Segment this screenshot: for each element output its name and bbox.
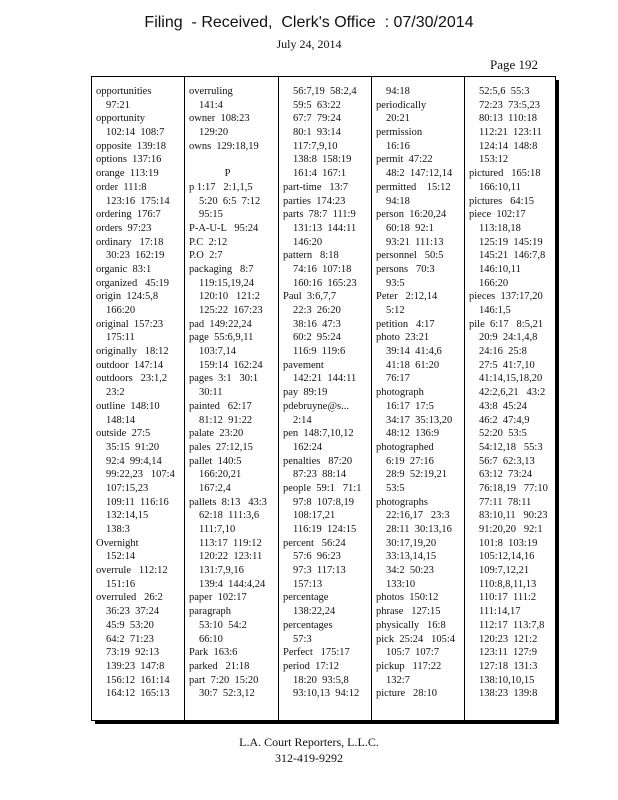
index-term: piece 102:17 xyxy=(469,209,526,221)
index-term: Peter 2:12,14 xyxy=(376,291,438,303)
index-citation: 97:21 xyxy=(106,99,130,111)
index-term: opportunities xyxy=(96,86,152,97)
index-citation: 94:18 xyxy=(386,195,410,207)
document-date: July 24, 2014 xyxy=(276,37,342,51)
index-term: pictured 165:18 xyxy=(469,168,541,180)
index-citation: 112:17 113:7,8 xyxy=(479,619,545,631)
index-term: page 55:6,9,11 xyxy=(189,332,254,344)
index-citation: 87:23 88:14 xyxy=(293,469,347,481)
index-citation: 146:20 xyxy=(293,236,323,248)
index-citation: 22:16,17 23:3 xyxy=(386,510,450,522)
index-term: physically 16:8 xyxy=(376,619,446,631)
index-term: packaging 8:7 xyxy=(189,263,254,275)
page-number: Page 192 xyxy=(490,57,539,72)
index-term: Park 163:6 xyxy=(189,647,238,659)
index-citation: 74:16 107:18 xyxy=(293,263,352,275)
index-citation: 156:12 161:14 xyxy=(106,674,170,686)
index-citation: 34:17 35:13,20 xyxy=(386,414,453,426)
index-citation: 48:12 136:9 xyxy=(386,428,440,440)
index-citation: 22:3 26:20 xyxy=(293,305,341,316)
index-citation: 125:22 167:23 xyxy=(199,305,263,316)
index-citation: 109:7,12,21 xyxy=(479,565,530,577)
index-citation: 20:21 xyxy=(386,113,410,125)
index-term: opposite 139:18 xyxy=(96,140,166,152)
index-term: person 16:20,24 xyxy=(376,209,447,221)
index-term: organic 83:1 xyxy=(96,263,152,275)
index-citation: 57:3 xyxy=(293,633,312,645)
index-citation: 153:12 xyxy=(479,154,509,166)
index-citation: 77:11 78:11 xyxy=(479,496,532,508)
index-citation: 36:23 37:24 xyxy=(106,606,160,618)
index-column-3 xyxy=(278,77,371,720)
index-citation: 43:8 45:24 xyxy=(479,400,527,412)
index-citation: 76:18,19 77:10 xyxy=(479,482,548,494)
index-term: Paul 3:6,7,7 xyxy=(283,291,337,303)
index-citation: 159:14 162:24 xyxy=(199,359,263,371)
index-citation: 138:22,24 xyxy=(293,606,336,618)
index-term: personnel 50:5 xyxy=(376,250,444,262)
index-citation: 45:9 53:20 xyxy=(106,619,154,631)
index-citation: 138:23 139:8 xyxy=(479,688,538,700)
index-term: permission xyxy=(376,127,423,139)
index-term: permit 47:22 xyxy=(376,154,433,166)
index-term: periodically xyxy=(376,99,427,111)
index-citation: 28:11 30:13,16 xyxy=(386,524,452,535)
index-term: paper 102:17 xyxy=(189,592,247,604)
index-citation: 2:14 xyxy=(293,414,312,426)
index-citation: 39:14 41:4,6 xyxy=(386,346,442,358)
index-citation: 113:18,18 xyxy=(479,222,521,234)
index-citation: 66:10 xyxy=(199,633,223,645)
index-citation: 101:8 103:19 xyxy=(479,537,538,549)
index-citation: 127:18 131:3 xyxy=(479,660,538,672)
index-citation: 67:7 79:24 xyxy=(293,113,341,125)
index-term: percentage xyxy=(283,592,329,604)
index-citation: 23:2 xyxy=(106,387,125,399)
index-column-5 xyxy=(464,77,556,720)
index-citation: 123:16 175:14 xyxy=(106,195,170,207)
index-citation: 41:18 61:20 xyxy=(386,359,440,371)
index-citation: 108:17,21 xyxy=(293,510,336,522)
index-citation: 160:16 165:23 xyxy=(293,277,357,289)
index-citation: 111:7,10 xyxy=(199,524,236,535)
index-term: part 7:20 15:20 xyxy=(189,674,259,686)
index-letter-heading: P xyxy=(224,168,231,180)
index-citation: 30:17,19,20 xyxy=(386,537,437,549)
index-citation: 131:13 144:11 xyxy=(293,222,357,234)
index-term: organized 45:19 xyxy=(96,277,169,289)
index-citation: 103:7,14 xyxy=(199,346,237,358)
index-citation: 123:11 127:9 xyxy=(479,647,537,659)
index-citation: 59:5 63:22 xyxy=(293,99,341,111)
index-citation: 139:4 144:4,24 xyxy=(199,578,266,590)
index-term: opportunity xyxy=(96,113,145,125)
index-citation: 120:10 121:2 xyxy=(199,291,260,303)
index-citation: 105:12,14,16 xyxy=(479,551,535,563)
index-term: pen 148:7,10,12 xyxy=(283,428,354,440)
index-citation: 28:9 52:19,21 xyxy=(386,469,447,481)
index-term: owns 129:18,19 xyxy=(189,140,259,152)
index-box xyxy=(91,76,556,721)
index-term: order 111:8 xyxy=(96,181,147,193)
index-term: pad 149:22,24 xyxy=(189,318,252,330)
index-citation: 112:21 123:11 xyxy=(479,127,542,139)
index-citation: 175:11 xyxy=(106,332,135,344)
index-citation: 139:23 147:8 xyxy=(106,660,165,672)
index-term: photograph xyxy=(376,387,424,399)
index-citation: 166:10,11 xyxy=(479,181,521,193)
index-citation: 116:19 124:15 xyxy=(293,524,357,535)
index-term: part-time 13:7 xyxy=(283,181,349,193)
index-citation: 34:2 50:23 xyxy=(386,565,434,577)
index-term: options 137:16 xyxy=(96,154,162,166)
index-citation: 148:14 xyxy=(106,414,136,426)
index-citation: 93:5 xyxy=(386,277,405,289)
index-term: outdoors 23:1,2 xyxy=(96,373,168,385)
index-term: original 157:23 xyxy=(96,318,164,330)
index-term: ordinary 17:18 xyxy=(96,236,164,248)
index-citation: 142:21 144:11 xyxy=(293,373,357,385)
index-citation: 141:4 xyxy=(199,99,223,111)
index-citation: 72:23 73:5,23 xyxy=(479,99,540,111)
index-citation: 97:8 107:8,19 xyxy=(293,496,354,508)
index-term: pavement xyxy=(283,359,324,371)
index-term: Perfect 175:17 xyxy=(283,647,350,659)
index-term: pictures 64:15 xyxy=(469,195,535,207)
index-citation: 110:17 111:2 xyxy=(479,592,537,604)
index-term: people 59:1 71:1 xyxy=(283,482,362,494)
index-citation: 164:12 165:13 xyxy=(106,688,170,700)
index-term: outside 27:5 xyxy=(96,428,151,440)
index-citation: 167:2,4 xyxy=(199,482,231,494)
filing-header: Filing - Received, Clerk's Office : 07/30/2014 xyxy=(144,14,474,31)
index-term: P.C 2:12 xyxy=(189,236,228,248)
index-citation: 116:9 119:6 xyxy=(293,346,346,358)
index-citation: 46:2 47:4,9 xyxy=(479,414,530,426)
index-citation: 162:24 xyxy=(293,441,323,453)
index-citation: 151:16 xyxy=(106,578,136,590)
index-term: pile 6:17 8:5,21 xyxy=(469,318,544,330)
index-citation: 6:19 27:16 xyxy=(386,455,434,467)
index-term: penalties 87:20 xyxy=(283,455,353,467)
index-term: photo 23:21 xyxy=(376,332,430,344)
index-term: petition 4:17 xyxy=(376,318,435,330)
index-citation: 107:15,23 xyxy=(106,482,149,494)
index-term: pick 25:24 105:4 xyxy=(376,633,456,645)
index-citation: 105:7 107:7 xyxy=(386,647,440,659)
index-citation: 131:7,9,16 xyxy=(199,565,244,577)
index-citation: 63:12 73:24 xyxy=(479,469,533,481)
index-citation: 30:7 52:3,12 xyxy=(199,688,255,700)
index-citation: 166:20 xyxy=(106,305,136,316)
index-citation: 54:12,18 55:3 xyxy=(479,441,543,453)
index-citation: 138:8 158:19 xyxy=(293,154,352,166)
index-citation: 129:20 xyxy=(199,127,229,139)
index-term: overruling xyxy=(189,86,233,97)
index-term: P-A-U-L 95:24 xyxy=(189,222,259,234)
index-citation: 166:20,21 xyxy=(199,469,242,481)
index-term: pales 27:12,15 xyxy=(189,441,253,453)
index-term: photographed xyxy=(376,441,434,453)
index-citation: 56:7 62:3,13 xyxy=(479,455,535,467)
index-term: outline 148:10 xyxy=(96,400,160,412)
index-citation: 5:12 xyxy=(386,305,405,316)
index-term: Overnight xyxy=(96,537,139,549)
index-citation: 35:15 91:20 xyxy=(106,441,160,453)
index-column-1 xyxy=(96,77,184,720)
index-citation: 120:23 121:2 xyxy=(479,633,538,645)
index-citation: 138:10,10,15 xyxy=(479,674,535,686)
index-citation: 57:6 96:23 xyxy=(293,551,341,563)
index-term: paragraph xyxy=(189,606,231,618)
index-citation: 52:20 53:5 xyxy=(479,428,527,440)
index-citation: 109:11 116:16 xyxy=(106,496,169,508)
index-citation: 53:5 xyxy=(386,482,405,494)
index-term: pages 3:1 30:1 xyxy=(189,373,259,385)
index-term: p 1:17 2:1,1,5 xyxy=(189,181,253,193)
index-term: parts 78:7 111:9 xyxy=(283,209,356,221)
index-citation: 94:18 xyxy=(386,86,410,97)
index-citation: 157:13 xyxy=(293,578,323,590)
index-citation: 24:16 25:8 xyxy=(479,346,527,358)
index-term: pieces 137:17,20 xyxy=(469,291,543,303)
box-shadow-bottom xyxy=(95,721,559,724)
index-citation: 138:3 xyxy=(106,524,130,535)
index-term: parties 174:23 xyxy=(283,195,346,207)
index-citation: 81:12 91:22 xyxy=(199,414,253,426)
index-term: outdoor 147:14 xyxy=(96,359,164,371)
index-citation: 113:17 119:12 xyxy=(199,537,262,549)
index-citation: 102:14 108:7 xyxy=(106,127,165,139)
index-term: overruled 26:2 xyxy=(96,592,163,604)
index-term: pdebruyne@s... xyxy=(283,400,349,412)
index-term: orange 113:19 xyxy=(96,168,159,180)
index-citation: 92:4 99:4,14 xyxy=(106,455,162,467)
index-citation: 42:2,6,21 43:2 xyxy=(479,387,546,399)
index-term: palate 23:20 xyxy=(189,428,244,440)
index-citation: 124:14 148:8 xyxy=(479,140,538,152)
index-term: ordering 176:7 xyxy=(96,209,161,221)
index-citation: 83:10,11 90:23 xyxy=(479,510,548,522)
index-citation: 60:18 92:1 xyxy=(386,222,434,234)
index-term: parked 21:18 xyxy=(189,660,250,672)
index-term: origin 124:5,8 xyxy=(96,291,159,303)
index-citation: 33:13,14,15 xyxy=(386,551,437,563)
index-citation: 56:7,19 58:2,4 xyxy=(293,86,357,97)
index-citation: 97:3 117:13 xyxy=(293,565,346,577)
index-citation: 76:17 xyxy=(386,373,410,385)
index-citation: 132:7 xyxy=(386,674,410,686)
index-term: originally 18:12 xyxy=(96,346,169,358)
index-citation: 166:20 xyxy=(479,277,509,289)
index-term: orders 97:23 xyxy=(96,222,152,234)
index-term: pallets 8:13 43:3 xyxy=(189,496,267,508)
index-citation: 41:14,15,18,20 xyxy=(479,373,543,385)
index-citation: 52:5,6 55:3 xyxy=(479,86,530,97)
index-citation: 125:19 145:19 xyxy=(479,236,543,248)
index-citation: 117:7,9,10 xyxy=(293,140,338,152)
index-term: persons 70:3 xyxy=(376,263,435,275)
index-citation: 80:13 110:18 xyxy=(479,113,537,125)
index-term: owner 108:23 xyxy=(189,113,250,125)
index-citation: 16:16 xyxy=(386,140,410,152)
index-column-4 xyxy=(371,77,464,720)
index-citation: 64:2 71:23 xyxy=(106,633,154,645)
index-citation: 146:10,11 xyxy=(479,263,521,275)
index-citation: 20:9 24:1,4,8 xyxy=(479,332,538,344)
index-term: permitted 15:12 xyxy=(376,181,451,193)
index-citation: 132:14,15 xyxy=(106,510,149,522)
index-citation: 5:20 6:5 7:12 xyxy=(199,195,261,207)
index-term: pay 89:19 xyxy=(283,387,328,399)
index-term: photographs xyxy=(376,496,428,508)
index-citation: 27:5 41:7,10 xyxy=(479,359,535,371)
index-citation: 62:18 111:3,6 xyxy=(199,510,260,522)
index-citation: 99:22,23 107:4 xyxy=(106,469,175,481)
index-citation: 120:22 123:11 xyxy=(199,551,263,563)
index-term xyxy=(189,153,278,167)
index-citation: 145:21 146:7,8 xyxy=(479,250,546,262)
index-citation: 161:4 167:1 xyxy=(293,168,347,180)
index-citation: 53:10 54:2 xyxy=(199,619,247,631)
index-citation: 38:16 47:3 xyxy=(293,318,341,330)
reporter-phone: 312-419-9292 xyxy=(275,751,343,765)
index-citation: 73:19 92:13 xyxy=(106,647,160,659)
index-citation: 16:17 17:5 xyxy=(386,400,434,412)
index-citation: 48:2 147:12,14 xyxy=(386,168,453,180)
index-citation: 30:11 xyxy=(199,387,223,399)
index-citation: 93:21 111:13 xyxy=(386,236,444,248)
index-term: period 17:12 xyxy=(283,660,339,672)
index-term: pallet 140:5 xyxy=(189,455,242,467)
index-citation: 110:8,8,11,13 xyxy=(479,578,537,590)
index-citation: 80:1 93:14 xyxy=(293,127,341,139)
index-term: percentages xyxy=(283,619,333,631)
index-citation: 152:14 xyxy=(106,551,136,563)
index-term: painted 62:17 xyxy=(189,400,252,412)
index-citation: 18:20 93:5,8 xyxy=(293,674,349,686)
index-term: phrase 127:15 xyxy=(376,606,441,618)
index-column-2 xyxy=(184,77,278,720)
index-term: pickup 117:22 xyxy=(376,660,442,672)
box-shadow-right xyxy=(556,80,559,724)
index-citation: 91:20,20 92:1 xyxy=(479,524,543,535)
index-term: overrule 112:12 xyxy=(96,565,168,577)
index-citation: 30:23 162:19 xyxy=(106,250,165,262)
index-citation: 146:1,5 xyxy=(479,305,511,316)
index-term: pattern 8:18 xyxy=(283,250,339,262)
index-citation: 95:15 xyxy=(199,209,223,221)
index-citation: 111:14,17 xyxy=(479,606,521,618)
reporter-company: L.A. Court Reporters, L.L.C. xyxy=(239,735,379,749)
index-term: photos 150:12 xyxy=(376,592,439,604)
index-citation: 93:10,13 94:12 xyxy=(293,688,360,700)
index-term: P.O 2:7 xyxy=(189,250,223,262)
index-citation: 119:15,19,24 xyxy=(199,277,255,289)
index-citation: 133:10 xyxy=(386,578,416,590)
index-term: percent 56:24 xyxy=(283,537,346,549)
index-citation: 60:2 95:24 xyxy=(293,332,341,344)
index-term: picture 28:10 xyxy=(376,688,437,700)
